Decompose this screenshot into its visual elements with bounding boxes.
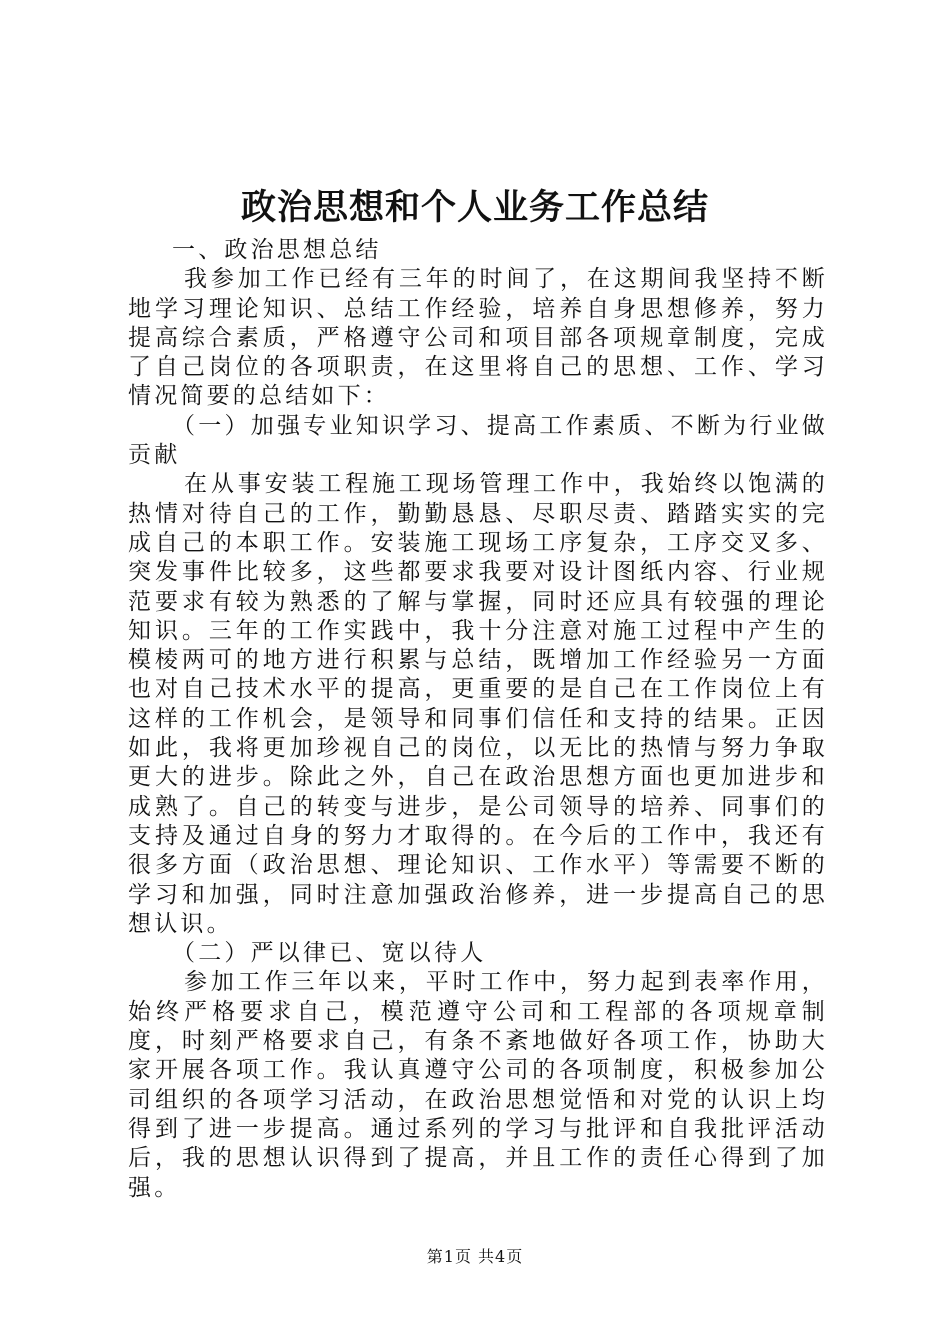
- subsection-heading-2: （二）严以律已、宽以待人: [172, 940, 487, 967]
- document-body: [128, 236, 828, 1203]
- intro-paragraph: 我参加工作已经有三年的时间了，在这期间我坚持不断地学习理论知识、总结工作经验，培养自身思想修养，努力提高综合素质，严格遵守公司和项目部各项规章制度，完成了自己岗位的各项职责，在这里将自己的思想、工作、学习情况简要的总结如下：: [128, 266, 828, 410]
- subsection-paragraph-2: 参加工作三年以来，平时工作中，努力起到表率作用，始终严格要求自己，模范遵守公司和工程部的各项规章制度，时刻严格要求自己，有条不紊地做好各项工作，协助大家开展各项工作。我认真遵守公司的各项制度，积极参加公司组织的各项学习活动，在政治思想觉悟和对党的认识上均得到了进一步提高。通过系列的学习与批评和自我批评活动后，我的思想认识得到了提高，并且工作的责任心得到了加强。: [128, 969, 828, 1201]
- subsection-paragraph-1: 在从事安装工程施工现场管理工作中，我始终以饱满的热情对待自己的工作，勤勤恳恳、尽职尽责、踏踏实实的完成自己的本职工作。安装施工现场工序复杂，工序交叉多、突发事件比较多，这些都要求我要对设计图纸内容、行业规范要求有较为熟悉的了解与掌握，同时还应具有较强的理论知识。三年的工作实践中，我十分注意对施工过程中产生的模棱两可的地方进行积累与总结，既增加工作经验另一方面也对自己技术水平的提高，更重要的是自己在工作岗位上有这样的工作机会，是领导和同事们信任和支持的结果。正因如此，我将更加珍视自己的岗位，以无比的热情与努力争取更大的进步。除此之外，自己在政治思想方面也更加进步和成熟了。自己的转变与进步，是公司领导的培养、同事们的支持及通过自身的努力才取得的。在今后的工作中，我还有很多方面（政治思想、理论知识、工作水平）等需要不断的学习和加强，同时注意加强政治修养，进一步提高自己的思想认识。: [128, 471, 828, 937]
- page-footer: 第1页 共4页: [426, 1247, 524, 1266]
- section-heading-political-thought: 一、政治思想总结: [172, 237, 382, 263]
- document-title: 政治思想和个人业务工作总结: [240, 187, 709, 228]
- subsection-heading-1: （一）加强专业知识学习、提高工作素质、不断为行业做贡献: [128, 412, 828, 469]
